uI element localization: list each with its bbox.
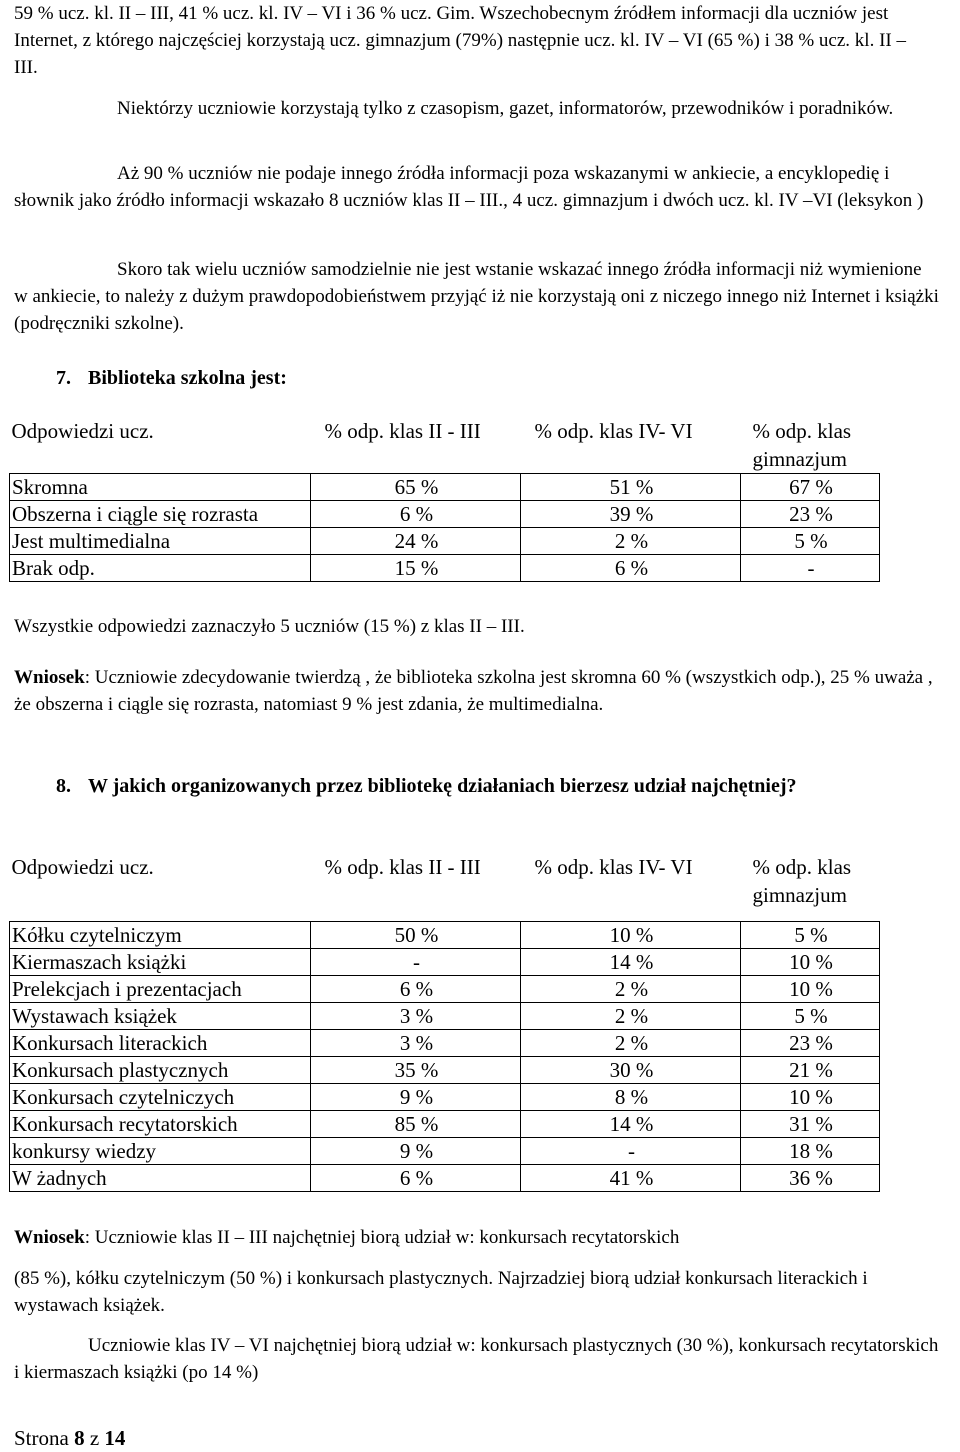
question-title: Biblioteka szkolna jest:	[88, 367, 287, 389]
conclusion-label: Wniosek	[14, 1227, 85, 1248]
table-cell: 15 %	[311, 555, 521, 582]
table-cell: 23 %	[741, 1029, 880, 1056]
conclusion-label: Wniosek	[14, 667, 85, 688]
table-cell: 10 %	[741, 1083, 880, 1110]
table-cell: Wystawach książek	[10, 1002, 311, 1029]
footer-prefix: Strona	[14, 1426, 69, 1450]
table-cell: 31 %	[741, 1110, 880, 1137]
column-header: % odp. klas IV- VI	[534, 419, 693, 443]
table-cell: 10 %	[521, 921, 741, 948]
conclusion-8-iv-vi: Uczniowie klas IV – VI najchętniej biorą udział w: konkursach plastycznych (30 %), konkursach recytatorskich i kiermaszach książki (po 14 %)	[14, 1335, 939, 1383]
table-cell: -	[521, 1137, 741, 1164]
table-cell: Jest multimedialna	[10, 528, 311, 555]
table-cell: 35 %	[311, 1056, 521, 1083]
column-header: % odp. klas gimnazjum	[752, 419, 852, 471]
table-cell: Kółku czytelniczym	[10, 921, 311, 948]
table-cell: Kiermaszach książki	[10, 948, 311, 975]
table-cell: 85 %	[311, 1110, 521, 1137]
table-row	[10, 1137, 880, 1164]
table-row	[10, 975, 880, 1002]
table-cell: 14 %	[521, 948, 741, 975]
table-row	[10, 501, 880, 528]
note-all-answers: Wszystkie odpowiedzi zaznaczyło 5 uczniów (15 %) z klas II – III.	[14, 616, 525, 637]
table-cell: Konkursach plastycznych	[10, 1056, 311, 1083]
table-cell: 3 %	[311, 1002, 521, 1029]
column-header: % odp. klas II - III	[324, 855, 481, 879]
footer-total-pages: 14	[104, 1426, 126, 1450]
table-cell: Obszerna i ciągle się rozrasta	[10, 501, 311, 528]
footer-page-number: 8	[74, 1426, 85, 1450]
table-cell: W żadnych	[10, 1164, 311, 1191]
table-row	[10, 474, 880, 501]
table-spacer	[10, 909, 880, 921]
footer-of: z	[89, 1426, 100, 1450]
table-cell: 24 %	[311, 528, 521, 555]
table-cell: 9 %	[311, 1137, 521, 1164]
paragraph-other-sources: Aż 90 % uczniów nie podaje innego źródła informacji poza wskazanymi w ankiecie, a encyklopedię i słownik jako źródło informacji wskazało 8 uczniów klas II – III., 4 ucz. gimnazjum i dwóch ucz. kl. IV –VI (leksykon )	[14, 163, 924, 211]
table-row	[10, 921, 880, 948]
table-row	[10, 528, 880, 555]
table-cell: 6 %	[311, 975, 521, 1002]
table-cell: 23 %	[741, 501, 880, 528]
table-cell: Konkursach literackich	[10, 1029, 311, 1056]
table-cell: -	[311, 948, 521, 975]
library-table	[9, 417, 880, 582]
table-row	[10, 1029, 880, 1056]
table-cell: 6 %	[311, 1164, 521, 1191]
paragraph-sources: 59 % ucz. kl. II – III, 41 % ucz. kl. IV – VI i 36 % ucz. Gim. Wszechobecnym źródłem informacji dla uczniów jest Internet, z którego najczęściej korzystają ucz. gimnazjum (79%) następnie ucz. kl. IV – VI (65 %) i 38 % ucz. kl. II – III.	[14, 3, 906, 78]
table-cell: 36 %	[741, 1164, 880, 1191]
table-cell: Konkursach czytelniczych	[10, 1083, 311, 1110]
table-cell: 8 %	[521, 1083, 741, 1110]
table-cell: -	[741, 555, 880, 582]
table-cell: 5 %	[741, 921, 880, 948]
table-cell: 6 %	[311, 501, 521, 528]
table-cell: 39 %	[521, 501, 741, 528]
conclusion-text: : Uczniowie zdecydowanie twierdzą , że biblioteka szkolna jest skromna 60 % (wszystkich odp.), 25 % uważa , że obszerna i ciągle się rozrasta, natomiast 9 % jest zdania, że multimedialna.	[14, 667, 933, 715]
table-cell: 2 %	[521, 528, 741, 555]
table-cell: Skromna	[10, 474, 311, 501]
column-header: Odpowiedzi ucz.	[11, 855, 154, 879]
table-cell: Konkursach recytatorskich	[10, 1110, 311, 1137]
table-cell: 2 %	[521, 1029, 741, 1056]
table-cell: 2 %	[521, 975, 741, 1002]
table-cell: konkursy wiedzy	[10, 1137, 311, 1164]
table-cell: 10 %	[741, 975, 880, 1002]
table-cell: 10 %	[741, 948, 880, 975]
table-cell: 67 %	[741, 474, 880, 501]
table-row	[10, 1110, 880, 1137]
table-cell: Prelekcjach i prezentacjach	[10, 975, 311, 1002]
conclusion-text: : Uczniowie klas II – III najchętniej biorą udział w: konkursach recytatorskich	[84, 1227, 680, 1248]
column-header: % odp. klas gimnazjum	[752, 855, 852, 907]
table-row	[10, 1164, 880, 1191]
conclusion-8-line1	[14, 1224, 944, 1251]
table-row	[10, 1056, 880, 1083]
table-row	[10, 555, 880, 582]
table-cell: 65 %	[311, 474, 521, 501]
table-cell: 14 %	[521, 1110, 741, 1137]
table-cell: 5 %	[741, 1002, 880, 1029]
table-row	[10, 1002, 880, 1029]
table-cell: 6 %	[521, 555, 741, 582]
table-cell: 5 %	[741, 528, 880, 555]
table-cell: 2 %	[521, 1002, 741, 1029]
activities-table	[9, 853, 880, 1192]
table-cell: 21 %	[741, 1056, 880, 1083]
table-cell: 41 %	[521, 1164, 741, 1191]
table-cell: 30 %	[521, 1056, 741, 1083]
table-cell: 18 %	[741, 1137, 880, 1164]
table-row	[10, 948, 880, 975]
conclusion-7	[14, 664, 934, 718]
table-header-row	[10, 853, 880, 909]
column-header: Odpowiedzi ucz.	[11, 419, 154, 443]
paragraph-summary: Skoro tak wielu uczniów samodzielnie nie jest wstanie wskazać innego źródła informacji niż wymienione w ankiecie, to należy z dużym prawdopodobieństwem przyjąć iż nie korzystają oni z niczego innego niż Internet i książki (podręczniki szkolne).	[14, 259, 939, 334]
paragraph-press: Niektórzy uczniowie korzystają tylko z czasopism, gazet, informatorów, przewodników i poradników.	[117, 98, 894, 119]
question-title: W jakich organizowanych przez bibliotekę działaniach bierzesz udział najchętniej?	[88, 775, 797, 797]
conclusion-8-rest: (85 %), kółku czytelniczym (50 %) i konkursach plastycznych. Najrzadziej biorą udział konkursach literackich i wystawach książek.	[14, 1268, 868, 1316]
table-cell: 3 %	[311, 1029, 521, 1056]
table-cell: Brak odp.	[10, 555, 311, 582]
table-row	[10, 1083, 880, 1110]
question-number: 7.	[56, 367, 71, 389]
column-header: % odp. klas IV- VI	[534, 855, 693, 879]
table-header-row	[10, 417, 880, 474]
question-7-heading	[56, 365, 287, 392]
question-number: 8.	[56, 775, 71, 797]
question-8-heading	[56, 773, 856, 800]
table-cell: 9 %	[311, 1083, 521, 1110]
table-cell: 51 %	[521, 474, 741, 501]
table-cell: 50 %	[311, 921, 521, 948]
column-header: % odp. klas II - III	[324, 419, 481, 443]
